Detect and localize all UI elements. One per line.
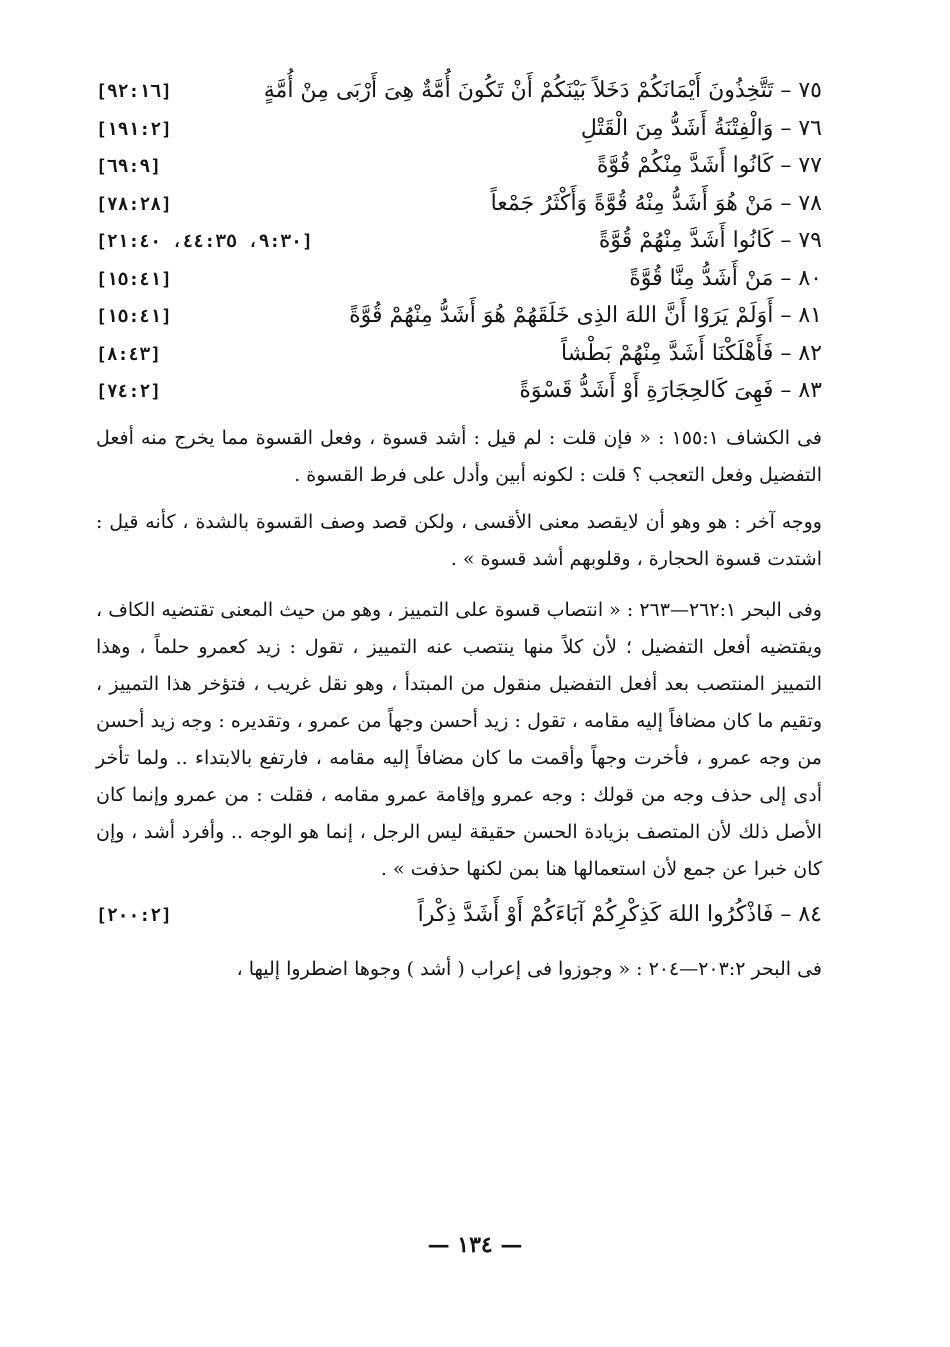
verse-text: ٧٥ – تَتَّخِذُونَ أَيْمَانَكُمْ دَخَلاً بَيْنَكُمْ أَنْ تَكُونَ أُمَّةٌ هِىَ أَرْبَى مِنْ أُمَّةٍ [263,78,822,103]
verse-reference: [٧٤:٢] [96,381,162,402]
verse-text: ٨٣ – فَهِىَ كَالحِجَارَةِ أَوْ أَشَدُّ قَسْوَةً [519,378,822,403]
verse-line [96,378,822,416]
verse-line [96,341,822,379]
verse-reference: [٩٢:١٦] [96,81,172,102]
verse-reference: [١٩١:٢] [96,118,172,140]
verse-reference: [١٥:٤١] [96,268,172,290]
verse-text: ٨٠ – مَنْ أَشَدُّ مِنَّا قُوَّةً [629,265,822,291]
verse-line [96,153,822,191]
verse-text: ٧٩ – كَانُوا أَشَدَّ مِنْهُمْ قُوَّةً [598,228,822,253]
verse-text: ٧٨ – مَنْ هُوَ أَشَدُّ مِنْهُ قُوَّةً وَأَكْثَرُ جَمْعاً [490,190,822,216]
verse-line [96,116,822,154]
verse-text: ٧٦ – وَالْفِتْنَةُ أَشَدُّ مِنَ الْقَتْلِ [580,115,822,141]
verse-text: ٨٢ – فَأَهْلَكْنَا أَشَدَّ مِنْهُمْ بَطْشاً [561,340,822,366]
verse-reference: [٩:٣٠، ٤٤:٣٥، ٢١:٤٠] [96,231,313,252]
verse-reference: [٨:٤٣] [96,343,162,365]
page-content [96,78,822,988]
verse-line [96,228,822,266]
verse-text: ٨٤ – فَاذْكُرُوا اللهَ كَذِكْرِكُمْ آبَاءَكُمْ أَوْ أَشَدَّ ذِكْراً [417,901,822,927]
verse-line [96,266,822,304]
verse-reference: [٦٩:٩] [96,156,162,177]
commentary-paragraph: ووجه آخر : هو وهو أن لايقصد معنى الأقسى ، ولكن قصد وصف القسوة بالشدة ، كأنه قيل : اشتدت قسوة الحجارة ، وقلوبهم أشد قسوة » . [96,510,822,570]
verse-text: ٧٧ – كَانُوا أَشَدَّ مِنْكُمْ قُوَّةً [596,153,822,178]
verse-line [96,902,822,940]
verse-text: ٨١ – أَوَلَمْ يَرَوْا أَنَّ اللهَ الذِى خَلَقَهُمْ هُوَ أَشَدُّ مِنْهُمْ قُوَّةً [349,303,822,328]
commentary-paragraph: فى البحر ٢٠٣:٢—٢٠٤ : « وجوزوا فى إعراب ( أشد ) وجوها اضطروا إليها ، [236,958,822,980]
commentary-paragraph: فى الكشاف ١٥٥:١ : « فإن قلت : لم قيل : أشد قسوة ، وفعل القسوة مما يخرج منه أفعل التفضيل وفعل التعجب ؟ قلت : لكونه أبين وأدل على فرط القسوة . [96,426,822,486]
verse-line [96,303,822,341]
commentary-paragraph: وفى البحر ٢٦٢:١—٢٦٣ : « انتصاب قسوة على التمييز ، وهو من حيث المعنى تقتضيه الكاف ، ويقتضيه أفعل التفضيل ؛ لأن كلاً منها ينتصب عنه التمييز ، تقول : زيد كعمرو حلماً ، وهذا التمييز المنتصب بعد أفعل التفضيل منقول من المبتدأ ، وهو نقل غريب ، فتؤخر هذا التمييز ، وتقيم ما كان مضافاً إليه مقامه ، تقول : زيد أحسن وجهاً من عمرو ، وتقديره : وجه زيد أحسن من وجه عمرو ، فأخرت وجهاً وأقمت ما كان مضافاً إليه مقامه ، فارتفع بالابتداء .. ولما تأخر أدى إلى حذف وجه من قولك : وجه عمرو وإقامة عمرو مقامه ، فقلت : من عمرو وإنما كان الأصل ذلك لأن المتصف بزيادة الحسن حقيقة ليس الرجل ، إنما هو الوجه .. وأفرد أشد ، وإن كان خبرا عن جمع لأن استعمالها هنا بمن لكنها حذفت » . [96,598,822,880]
verse-reference: [٢٠٠:٢] [96,904,172,926]
verse-reference: [٧٨:٢٨] [96,193,172,215]
verse-reference: [١٥:٤١] [96,306,172,327]
verse-line [96,78,822,116]
verse-line [96,191,822,229]
page-number: — ١٣٤ — [427,1232,523,1258]
